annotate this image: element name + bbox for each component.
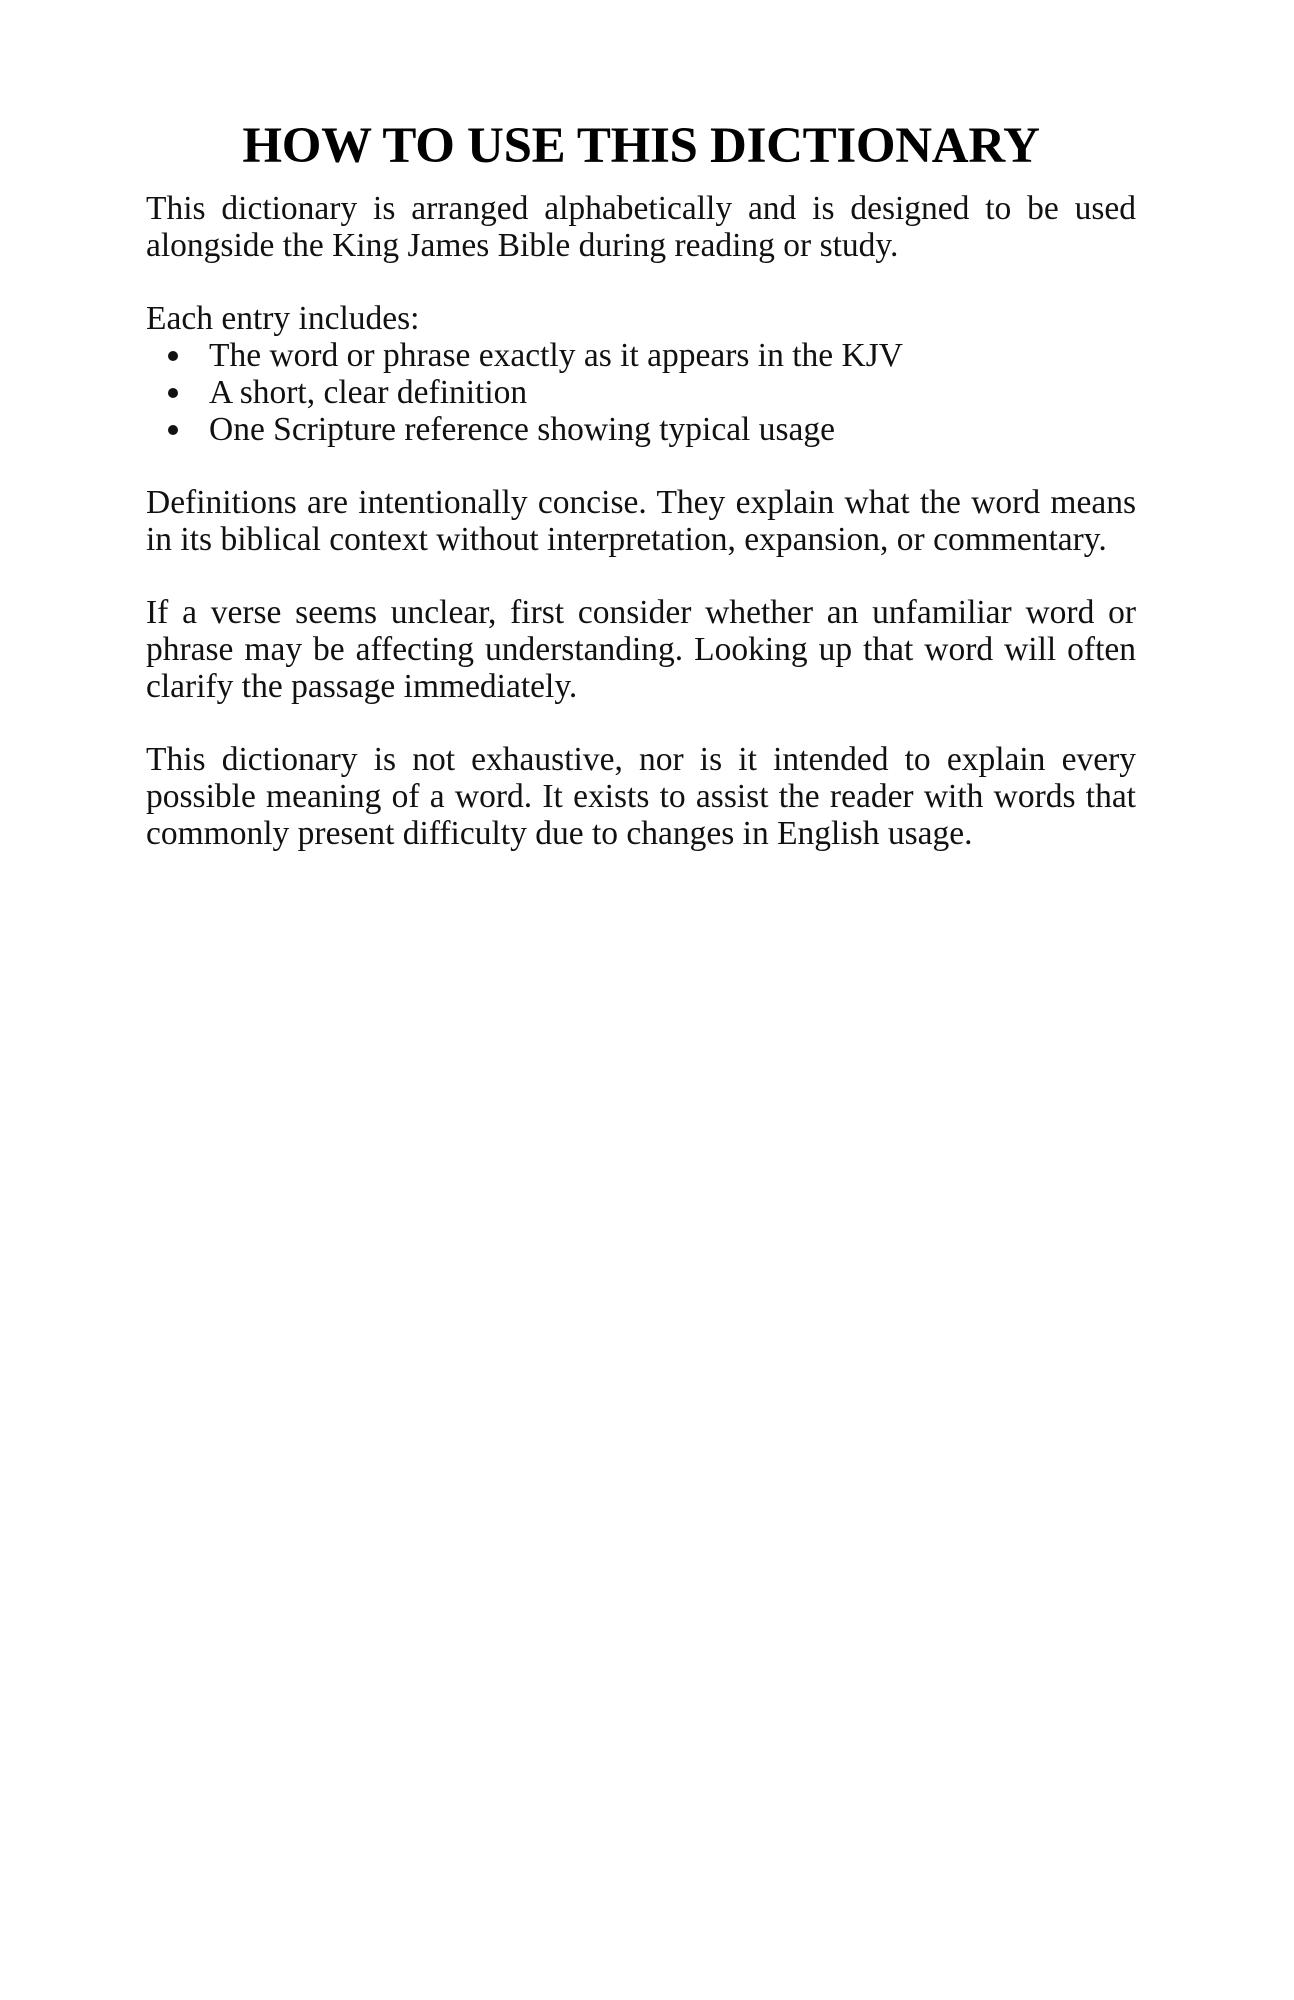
bullet-icon: [168, 425, 178, 435]
intro-paragraph: This dictionary is arranged alphabetically and is designed to be used alongside the King James Bible during reading or study.: [146, 190, 1136, 264]
list-item: [146, 337, 1136, 374]
page-content: [146, 116, 1136, 888]
page-title: HOW TO USE THIS DICTIONARY: [242, 118, 1040, 174]
list-item: [146, 411, 1136, 448]
list-item-text: One Scripture reference showing typical usage: [209, 411, 836, 448]
unclear-verse-paragraph: If a verse seems unclear, first consider whether an unfamiliar word or phrase may be affecting understanding. Looking up that word will often clarify the passage immediately.: [146, 594, 1136, 705]
definitions-paragraph: Definitions are intentionally concise. They explain what the word means in its biblical context without interpretation, expansion, or commentary.: [146, 484, 1136, 558]
not-exhaustive-paragraph: This dictionary is not exhaustive, nor is it intended to explain every possible meaning of a word. It exists to assist the reader with words that commonly present difficulty due to changes in English usage.: [146, 741, 1136, 852]
entry-list: [146, 337, 1136, 448]
entry-list-label: Each entry includes:: [146, 300, 420, 337]
list-item-text: A short, clear definition: [209, 374, 528, 411]
list-item: [146, 374, 1136, 411]
bullet-icon: [168, 351, 178, 361]
bullet-icon: [168, 388, 178, 398]
list-item-text: The word or phrase exactly as it appears in the KJV: [209, 337, 903, 374]
